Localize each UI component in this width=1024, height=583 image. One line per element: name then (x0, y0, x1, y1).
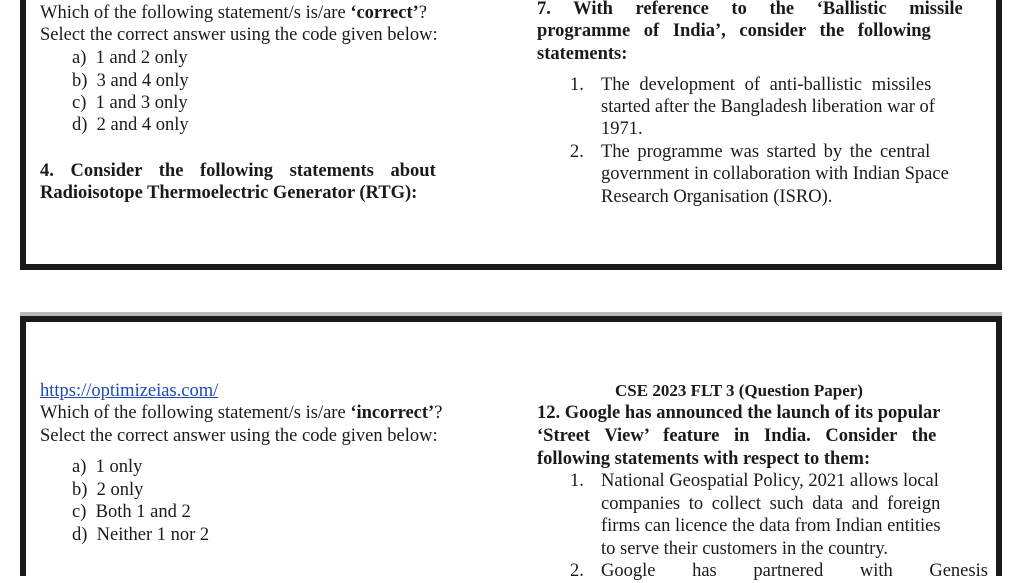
q12-line3: following statements with respect to them: (537, 449, 871, 469)
statement-2-line2: government in collaboration with Indian Space (601, 164, 949, 184)
question-line-2: Which of the following statement/s is/are ‘incorrect’? (40, 403, 443, 423)
option-b: b) 3 and 4 only (72, 71, 189, 91)
option-a-2: a) 1 only (72, 457, 143, 477)
statement-b1-line4: to serve their customers in the country. (601, 539, 889, 559)
statement-b1-line3: firms can licence the data from Indian entities (601, 516, 941, 536)
statement-1-num: 1. (570, 75, 584, 95)
option-b-2: b) 2 only (72, 480, 144, 500)
statement-b1-line1: National Geospatial Policy, 2021 allows local (601, 471, 939, 491)
q7-line3: statements: (537, 44, 628, 64)
bottom-page (26, 322, 996, 581)
page-gap (0, 270, 1024, 312)
option-c: c) 1 and 3 only (72, 93, 188, 113)
q4-heading (40, 160, 474, 183)
statement-b2-num: 2. (570, 561, 584, 581)
q7-line1: 7. With reference to the ‘Ballistic missile (537, 0, 963, 19)
option-d: d) 2 and 4 only (72, 115, 189, 135)
statement-b2-line1: Google has partnered with Genesis (601, 561, 988, 581)
statement-b1-line2: companies to collect such data and foreign (601, 494, 941, 514)
statement-2-line1: The programme was started by the central (601, 142, 931, 162)
q4-line2: Radioisotope Thermoelectric Generator (RTG): (40, 183, 418, 203)
statement-2-num: 2. (570, 142, 584, 162)
statement-1-line2: started after the Bangladesh liberation war of (601, 97, 935, 117)
statement-b1-num: 1. (570, 471, 584, 491)
q12-line2: ‘Street View’ feature in India. Consider the (537, 426, 937, 446)
option-c-2: c) Both 1 and 2 (72, 502, 191, 522)
statement-2-line3: Research Organisation (ISRO). (601, 187, 833, 207)
instruction-line: Select the correct answer using the code given below: (40, 25, 438, 45)
option-a: a) 1 and 2 only (72, 48, 188, 68)
statement-1-line3: 1971. (601, 119, 643, 139)
instruction-line-2: Select the correct answer using the code given below: (40, 426, 438, 446)
option-d-2: d) Neither 1 nor 2 (72, 525, 210, 545)
q4-line1: 4. Consider the following statements about (40, 161, 436, 181)
question-line: Which of the following statement/s is/are ‘correct’? (40, 3, 427, 23)
bottom-page-top-band (26, 322, 996, 358)
q7-line2: programme of India’, consider the following (537, 21, 931, 41)
statement-1-line1: The development of anti-ballistic missiles (601, 75, 932, 95)
paper-header: CSE 2023 FLT 3 (Question Paper) (615, 381, 863, 400)
website-link[interactable]: https://optimizeias.com/ (40, 381, 219, 401)
q12-line1: 12. Google has announced the launch of its popular (537, 403, 941, 423)
top-page (26, 0, 996, 264)
